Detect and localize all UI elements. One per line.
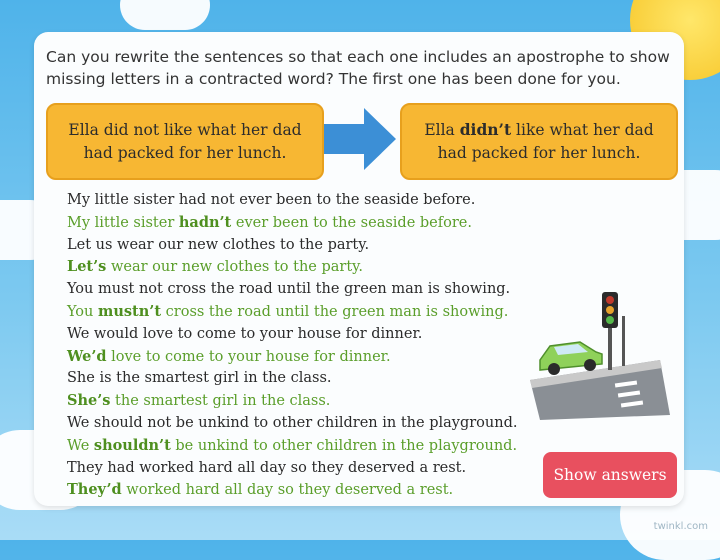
answer-contraction: Let’s [67,258,107,276]
answer-contraction: shouldn’t [93,436,171,454]
question-line: We would love to come to your house for dinner. [67,325,423,342]
sentence-list [67,190,567,502]
question-line: You must not cross the road until the green man is showing. [67,281,511,298]
answer-contraction: hadn’t [178,213,232,231]
answer-line [67,212,567,235]
answer-suffix: the smartest girl in the class. [110,393,331,410]
answer-contraction: They’d [67,481,122,499]
answer-suffix: be unkind to other children in the playground. [170,437,518,454]
right-arrow-icon [324,108,396,170]
answer-contraction: mustn’t [98,302,162,320]
answer-suffix: cross the road until the green man is showing. [161,303,509,320]
answer-suffix: worked hard all day so they deserved a rest. [121,482,454,499]
answer-line [67,390,567,413]
question-line: We should not be unkind to other children in the playground. [67,414,518,431]
question-line: She is the smartest girl in the class. [67,370,332,387]
example-contraction: didn’t [459,120,512,139]
traffic-light-icon [602,292,625,370]
answer-line [67,346,567,369]
example-rewritten-box [400,103,678,180]
watermark-logo: twinkl.com [653,521,708,532]
answer-contraction: We’d [67,347,107,365]
show-answers-button[interactable]: Show answers [543,452,677,498]
answer-prefix: We [67,437,94,454]
example-rewritten-prefix: Ella [424,121,460,139]
cloud-icon [120,0,210,30]
example-original-text: Ella did not like what her dad had packed for her lunch. [68,120,302,162]
road-crossing-icon [520,290,670,420]
answer-line [67,435,567,458]
example-rewritten-text [414,118,664,165]
answer-suffix: wear our new clothes to the party. [106,259,364,276]
example-original-box [46,103,324,180]
answer-prefix: You [67,303,98,320]
instructions-text: Can you rewrite the sentences so that each one includes an apostrophe to show missing letters in a contracted word? The first one has been done for you. [46,48,670,88]
car-icon [540,342,602,375]
question-line: They had worked hard all day so they deserved a rest. [67,459,467,476]
answer-line [67,479,567,502]
answer-suffix: ever been to the seaside before. [231,214,472,231]
answer-line [67,301,567,324]
answer-prefix: My little sister [67,214,179,231]
question-line: Let us wear our new clothes to the party. [67,236,370,253]
answer-contraction: She’s [67,392,111,410]
answer-line [67,256,567,279]
answer-suffix: love to come to your house for dinner. [106,348,391,365]
example-rewritten-suffix: like what her dad had packed for her lunch. [437,121,654,162]
question-line: My little sister had not ever been to the seaside before. [67,192,476,208]
